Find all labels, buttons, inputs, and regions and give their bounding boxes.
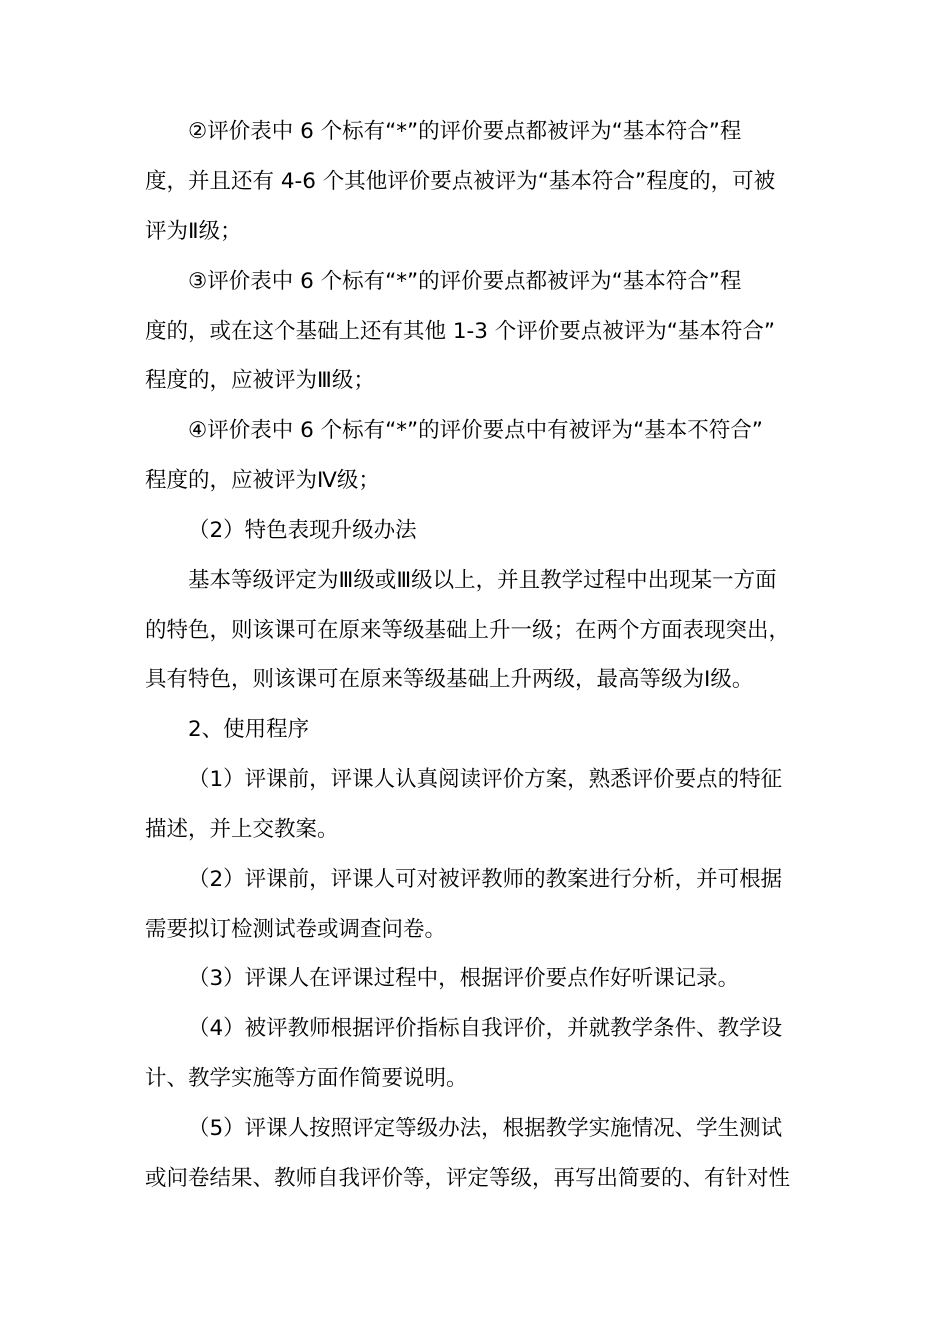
paragraph-line: （4）被评教师根据评价指标自我评价，并就教学条件、教学设 [188,1016,783,1041]
paragraph-line: 程度的，应被评为Ⅲ级； [145,368,375,393]
paragraph-line: 或问卷结果、教师自我评价等，评定等级，再写出简要的、有针对性 [145,1166,791,1191]
paragraph-line: 需要拟订检测试卷或调查问卷。 [145,917,447,942]
section-heading: 2、使用程序 [188,717,310,742]
paragraph-line: ②评价表中 6 个标有“*”的评价要点都被评为“基本符合”程 [188,119,742,144]
subsection-heading: （2）特色表现升级办法 [188,518,417,543]
paragraph-line: 度的，或在这个基础上还有其他 1-3 个评价要点被评为“基本符合” [145,319,776,344]
paragraph-line: （2）评课前，评课人可对被评教师的教案进行分析，并可根据 [188,867,783,892]
paragraph-line: 描述，并上交教案。 [145,817,339,842]
paragraph-line: ④评价表中 6 个标有“*”的评价要点中有被评为“基本不符合” [188,418,763,443]
paragraph-line: （3）评课人在评课过程中，根据评价要点作好听课记录。 [188,966,740,991]
paragraph-line: 程度的，应被评为Ⅳ级； [145,468,380,493]
paragraph-line: 具有特色，则该课可在原来等级基础上升两级，最高等级为Ⅰ级。 [145,667,754,692]
paragraph-line: 基本等级评定为Ⅲ级或Ⅲ级以上，并且教学过程中出现某一方面 [188,568,777,593]
paragraph-line: （5）评课人按照评定等级办法，根据教学实施情况、学生测试 [188,1116,783,1141]
paragraph-line: 评为Ⅱ级； [145,219,242,244]
paragraph-line: （1）评课前，评课人认真阅读评价方案，熟悉评价要点的特征 [188,767,783,792]
paragraph-line: 的特色，则该课可在原来等级基础上升一级；在两个方面表现突出， [145,618,791,643]
paragraph-line: 度，并且还有 4-6 个其他评价要点被评为“基本符合”程度的，可被 [145,169,776,194]
paragraph-line: ③评价表中 6 个标有“*”的评价要点都被评为“基本符合”程 [188,269,742,294]
paragraph-line: 计、教学实施等方面作简要说明。 [145,1066,468,1091]
